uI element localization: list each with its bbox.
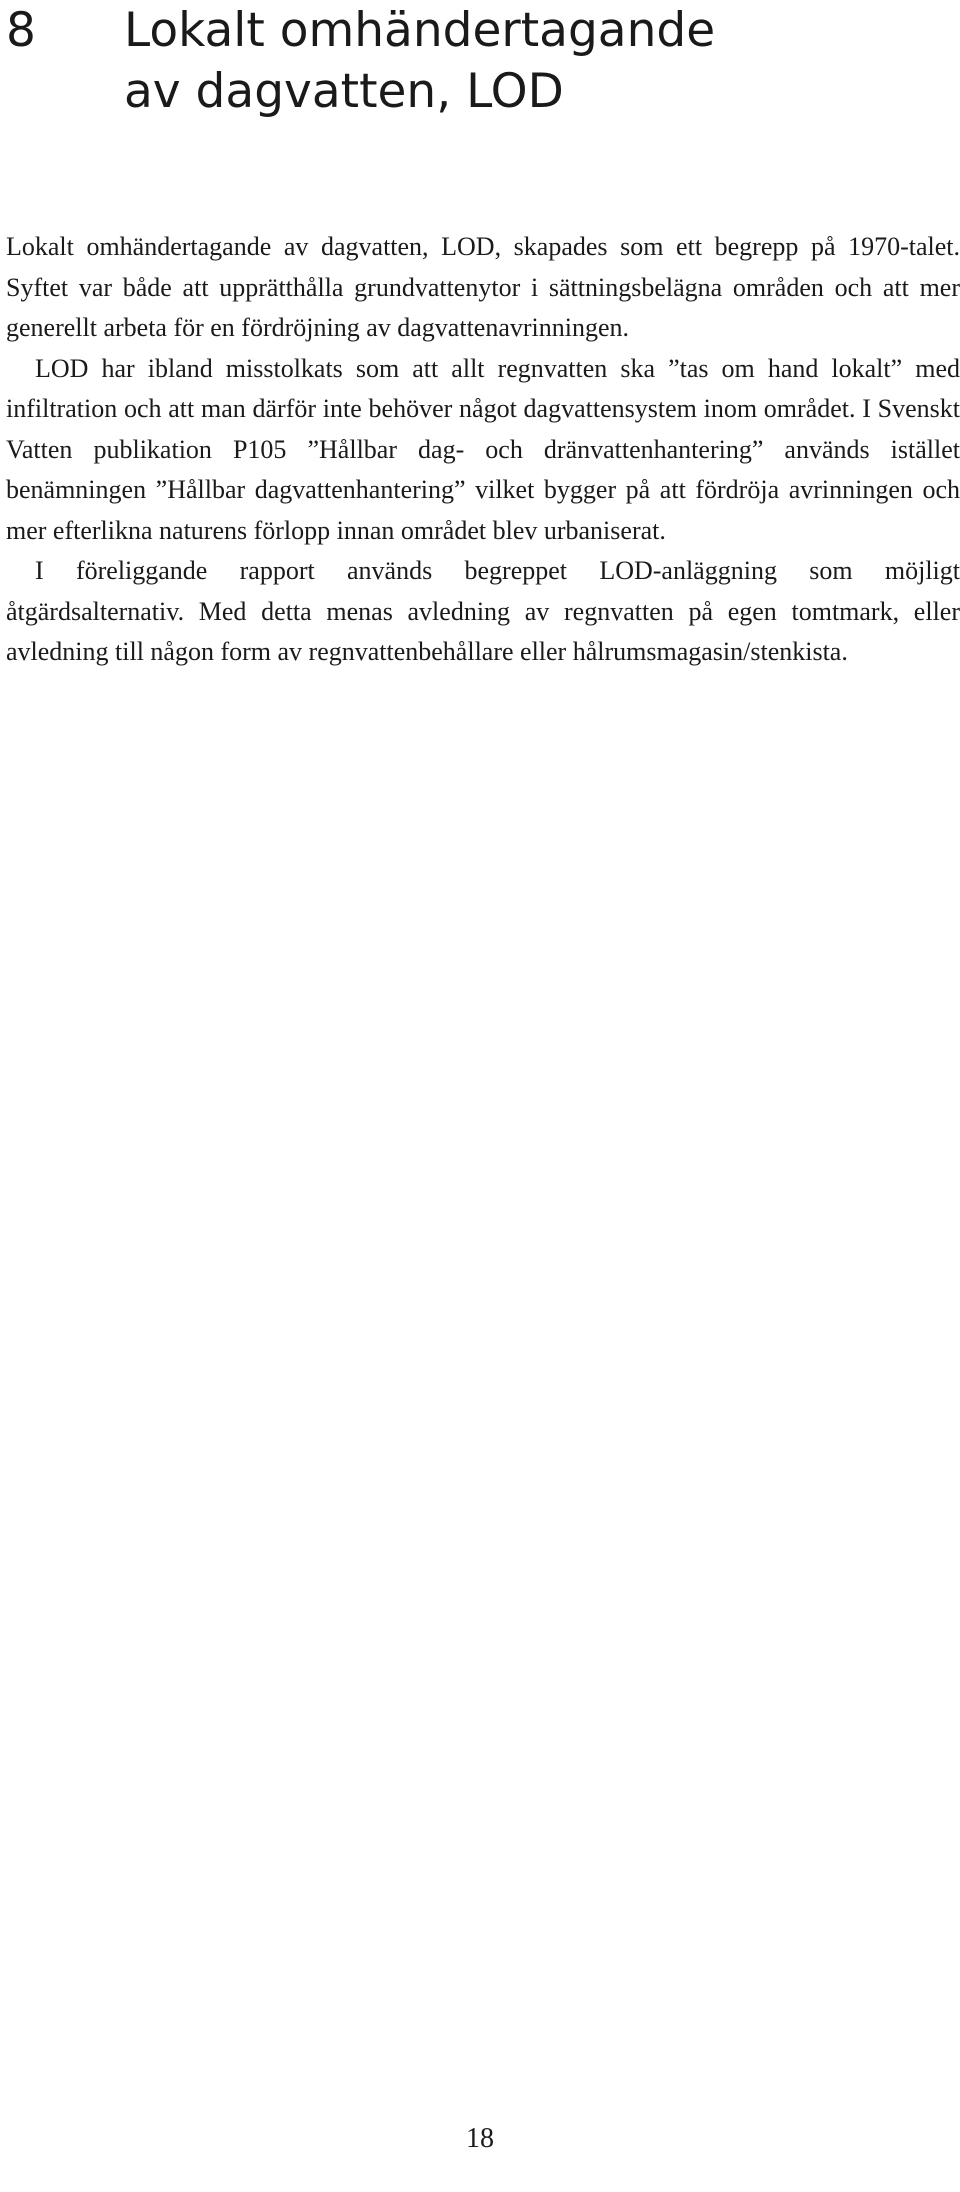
paragraph-intro: Lokalt omhändertagande av dagvatten, LOD, skapades som ett begrepp på 1970-talet. Syftet var både att upprätthålla grundvattenytor i sättningsbelägna områden och att mer generellt arbeta för en fördröjning av dagvattenavrinningen. (6, 232, 960, 342)
paragraph-report-usage: I föreliggande rapport används begreppet LOD-anläggning som möjligt åtgärdsalternativ. Med detta menas avledning av regnvatten på egen tomtmark, eller avledning till någon form av regnvattenbehållare eller hålrumsmagasin/stenkista. (6, 556, 960, 666)
chapter-title-line-1: Lokalt omhändertagande (124, 3, 716, 58)
page-number: 18 (466, 2123, 494, 2154)
paragraph-misinterpretation: LOD har ibland misstolkats som att allt regnvatten ska ”tas om hand lokalt” med infiltration och att man därför inte behöver något dagvattensystem inom området. I Svenskt Vatten publikation P105 ”Hållbar dag- och dränvattenhantering” används istället benämningen ”Hållbar dagvattenhantering” vilket bygger på att fördröja avrinningen och mer efterlikna naturens förlopp innan området blev urbaniserat. (6, 353, 960, 545)
chapter-title-line-2: av dagvatten, LOD (124, 64, 564, 119)
body-text (6, 227, 960, 673)
chapter-title (124, 0, 944, 122)
chapter-number: 8 (6, 3, 36, 58)
